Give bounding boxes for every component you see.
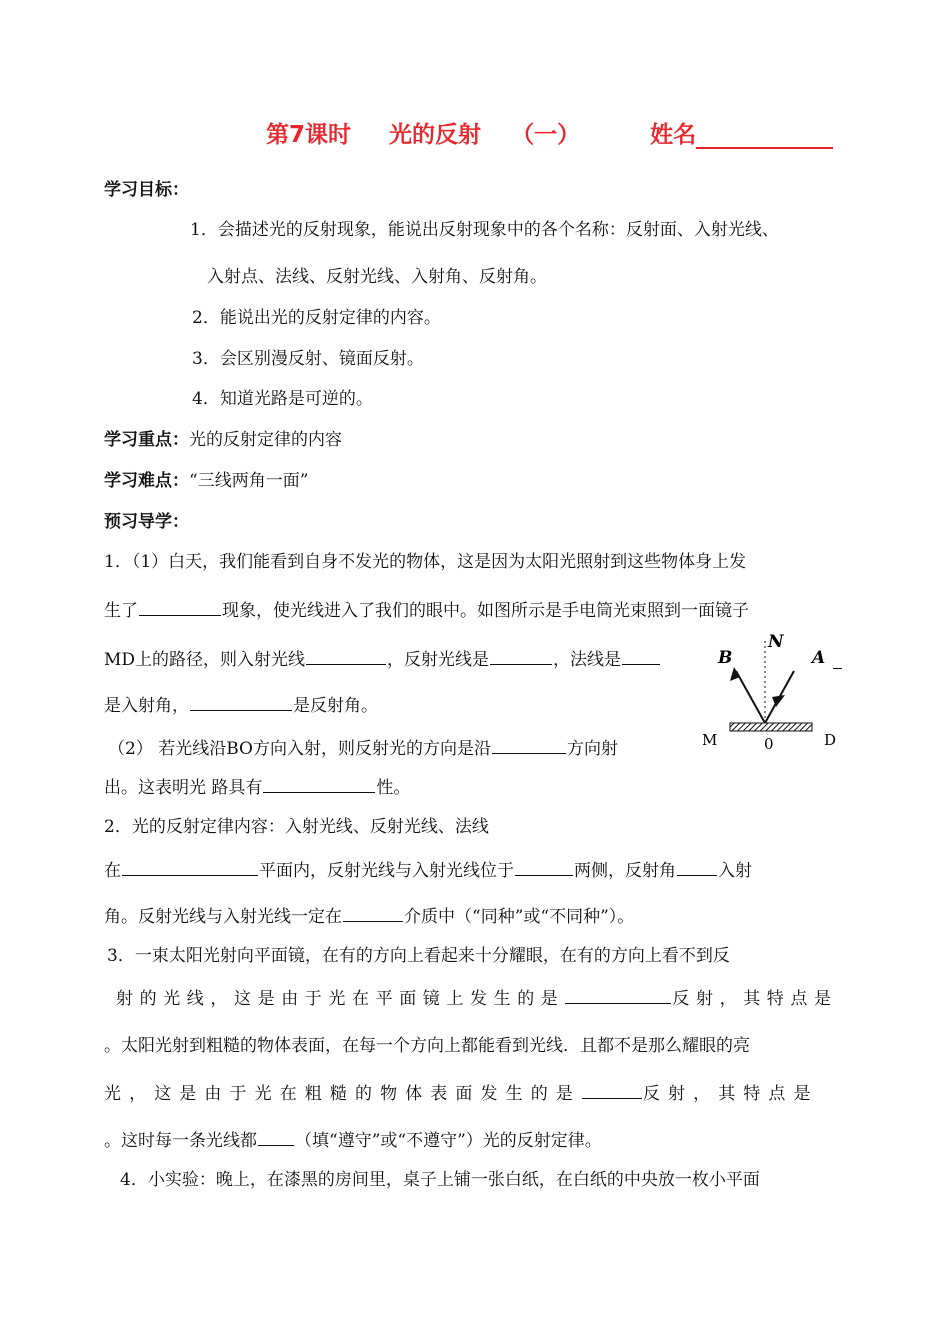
q3-line-4-text-a: 光，这是由于光在粗糙的物体表面发生的是	[104, 1084, 581, 1104]
q1-line-2-text-a: 生了	[104, 601, 138, 621]
q3-line-5-text-a: 。这时每一条光线都	[104, 1131, 257, 1151]
q3-line-2	[116, 985, 838, 1011]
label-d: D	[824, 731, 837, 749]
q4-line-1: 4．小实验：晚上，在漆黑的房间里，桌子上铺一张白纸，在白纸的中央放一枚小平面	[120, 1170, 760, 1190]
q1-line-4-text-a: 是入射角，	[104, 696, 189, 716]
q1-blank-normal[interactable]	[622, 646, 660, 665]
q2-blank-same-plane[interactable]	[122, 857, 258, 876]
q2-line-2-text-c: 两侧，反射角	[574, 861, 676, 881]
q1-line-2-text-b: 现象，使光线进入了我们的眼中。如图所示是手电筒光束照到一面镜子	[222, 601, 749, 621]
q1-line-3	[104, 646, 661, 672]
objective-1-line-2: 入射点、法线、反射光线、入射角、反射角。	[207, 267, 547, 287]
difficulty-label: 学习难点：	[104, 471, 189, 491]
focus-label: 学习重点：	[104, 430, 189, 450]
q1-blank-incident-ray[interactable]	[306, 646, 386, 665]
label-o: 0	[764, 735, 774, 753]
q1-line-6-text-b: 性。	[376, 778, 411, 798]
label-a: A	[812, 648, 826, 668]
q1-line-1: 1．（1）白天，我们能看到自身不发光的物体，这是因为太阳光照射到这些物体身上发	[104, 552, 747, 572]
objective-3: 3．会区别漫反射、镜面反射。	[192, 349, 424, 369]
q2-blank-normal-sides[interactable]	[515, 857, 573, 876]
objective-1-line-1: 1．会描述光的反射现象，能说出反射现象中的各个名称：反射面、入射光线、	[190, 220, 779, 240]
focus-text: 光的反射定律的内容	[189, 430, 342, 450]
q3-blank-specular[interactable]	[565, 985, 671, 1004]
page-title	[266, 116, 833, 149]
q1-line-5-text-b: 方向射	[566, 739, 618, 759]
q1-blank-reversible[interactable]	[263, 774, 375, 793]
q3-line-2-text-b: 反射，其特点是	[672, 989, 838, 1009]
q1-line-3-text-b: ，反射光线是	[387, 650, 490, 670]
q1-line-4-text-b: 是反射角。	[293, 696, 378, 716]
q1-line-3-text-a: MD上的路径，则入射光线	[104, 650, 306, 670]
q1-line-2	[104, 597, 749, 623]
q3-line-3: 。太阳光射到粗糙的物体表面，在每一个方向上都能看到光线．且都不是那么耀眼的亮	[104, 1036, 750, 1056]
q2-line-2-text-a: 在	[104, 861, 121, 881]
q1-blank-phenomenon[interactable]	[139, 597, 221, 616]
q1-line-6	[104, 774, 410, 800]
q3-blank-diffuse[interactable]	[582, 1080, 642, 1099]
q3-line-5	[104, 1127, 602, 1153]
objective-4: 4．知道光路是可逆的。	[192, 389, 373, 409]
q3-blank-obey[interactable]	[258, 1127, 294, 1146]
q2-blank-equal[interactable]	[677, 857, 717, 876]
lesson-topic: 光的反射	[389, 122, 482, 148]
focus-row	[104, 428, 342, 452]
q3-line-1: 3．一束太阳光射向平面镜，在有的方向上看起来十分耀眼，在有的方向上看不到反	[107, 946, 730, 966]
q2-line-2-text-b: 平面内，反射光线与入射光线位于	[259, 861, 514, 881]
reflected-ray	[736, 671, 765, 723]
q1-line-3-text-c: ，法线是	[553, 650, 622, 670]
name-label: 姓名	[650, 122, 697, 148]
objective-2: 2．能说出光的反射定律的内容。	[192, 308, 441, 328]
q1-blank-reflection-angle[interactable]	[190, 692, 292, 711]
objectives-heading: 学习目标：	[104, 180, 189, 200]
q3-line-5-text-b: （填“遵守”或“不遵守”）光的反射定律。	[295, 1131, 602, 1151]
name-blank[interactable]	[696, 125, 833, 149]
q1-line-6-text-a: 出。这表明光 路具有	[104, 778, 263, 798]
q2-line-3	[104, 903, 634, 929]
q3-line-2-text-a: 射的光线，这是由于光在平面镜上发生的是	[116, 989, 565, 1009]
preview-heading: 预习导学：	[104, 512, 189, 532]
lesson-part: （一）	[511, 122, 581, 148]
reflection-diagram	[690, 625, 860, 755]
label-n: N	[768, 632, 784, 652]
difficulty-row	[104, 469, 308, 493]
q1-line-5	[108, 735, 618, 761]
q3-line-4	[104, 1080, 819, 1106]
q3-line-4-text-b: 反射，其特点是	[642, 1084, 819, 1104]
mirror-md	[730, 723, 812, 731]
q2-blank-medium[interactable]	[343, 903, 403, 922]
q2-line-3-text-a: 角。反射光线与入射光线一定在	[104, 907, 342, 927]
label-m: M	[702, 731, 718, 749]
label-b: B	[718, 648, 733, 668]
lesson-number: 第7课时	[266, 122, 352, 148]
q2-line-2	[104, 857, 752, 883]
q1-line-4	[104, 692, 378, 718]
difficulty-text: “三线两角一面”	[189, 471, 309, 491]
q1-blank-direction[interactable]	[492, 735, 566, 754]
q2-line-2-text-d: 入射	[718, 861, 752, 881]
q1-line-5-text-a: （2） 若光线沿BO方向入射，则反射光的方向是沿	[108, 739, 491, 759]
q2-line-3-text-b: 介质中（“同种”或“不同种”）。	[404, 907, 635, 927]
q1-blank-reflected-ray[interactable]	[490, 646, 552, 665]
q2-line-1: 2．光的反射定律内容：入射光线、反射光线、法线	[104, 817, 489, 837]
